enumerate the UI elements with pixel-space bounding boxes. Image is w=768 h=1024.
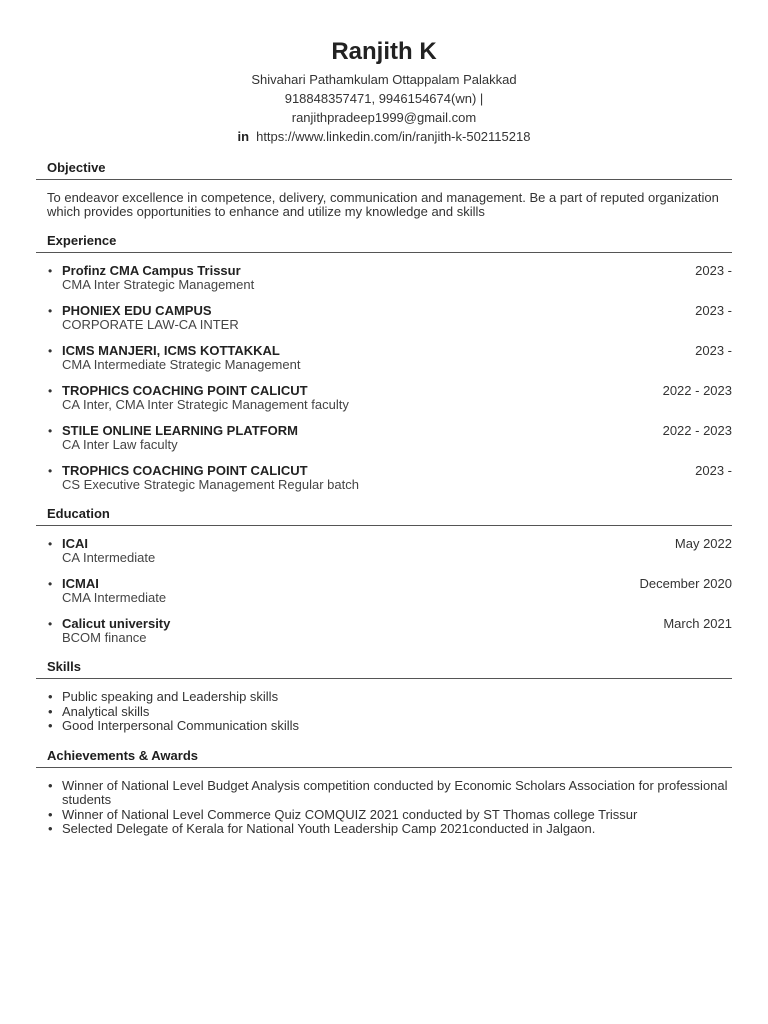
experience-item	[47, 264, 732, 292]
entry-date: 2022 - 2023	[662, 423, 732, 438]
section-title-experience: Experience	[36, 233, 732, 253]
experience-item	[47, 304, 732, 332]
section-title-achievements: Achievements & Awards	[36, 748, 732, 768]
skills-section	[36, 659, 732, 734]
entry-role: CS Executive Strategic Management Regular batch	[62, 477, 359, 492]
entry-date: March 2021	[663, 616, 732, 631]
education-item	[47, 537, 732, 565]
achievement-item: • Selected Delegate of Kerala for National Youth Leadership Camp 2021conducted in Jalgaon.	[47, 822, 732, 837]
entry-date: 2023 -	[695, 463, 732, 478]
entry-org: • TROPHICS COACHING POINT CALICUT	[62, 463, 308, 478]
entry-org: • TROPHICS COACHING POINT CALICUT	[62, 383, 308, 398]
achievements-list	[47, 779, 732, 837]
entry-date: 2023 -	[695, 303, 732, 318]
linkedin-link[interactable]: https://www.linkedin.com/in/ranjith-k-502115218	[256, 129, 531, 144]
objective-text: To endeavor excellence in competence, delivery, communication and management. Be a part of reputed organization which provides opportunities to enhance and utilize my knowledge and skills	[47, 190, 719, 219]
achievements-section	[36, 748, 732, 837]
entry-date: 2023 -	[695, 263, 732, 278]
entry-qualification: CMA Intermediate	[62, 590, 167, 605]
education-item	[47, 617, 732, 645]
address: Shivahari Pathamkulam Ottappalam Palakkad	[251, 72, 517, 87]
entry-institution: • Calicut university	[62, 616, 171, 631]
linkedin-row	[238, 127, 531, 146]
skills-list	[47, 690, 732, 734]
linkedin-icon: in	[237, 129, 250, 144]
entry-institution: • ICMAI	[62, 576, 99, 591]
entry-date: May 2022	[674, 536, 732, 551]
entry-institution: • ICAI	[62, 536, 88, 551]
skill-item: • Public speaking and Leadership skills	[47, 690, 732, 705]
experience-section	[36, 233, 732, 492]
entry-role: CA Inter Law faculty	[62, 437, 178, 452]
candidate-name: Ranjith K	[331, 38, 437, 65]
education-section	[36, 506, 732, 645]
objective-section	[36, 160, 732, 219]
entry-qualification: CA Intermediate	[62, 550, 156, 565]
entry-role: CA Inter, CMA Inter Strategic Management faculty	[62, 397, 349, 412]
entry-qualification: BCOM finance	[62, 630, 147, 645]
entry-org: • ICMS MANJERI, ICMS KOTTAKKAL	[62, 343, 280, 358]
entry-date: 2023 -	[695, 343, 732, 358]
resume-header	[36, 38, 732, 146]
education-item	[47, 577, 732, 605]
email-link[interactable]: ranjithpradeep1999@gmail.com	[291, 110, 477, 125]
experience-item	[47, 464, 732, 492]
section-title-objective: Objective	[36, 160, 732, 180]
experience-item	[47, 424, 732, 452]
entry-org: • PHONIEX EDU CAMPUS	[62, 303, 212, 318]
achievement-item: • Winner of National Level Commerce Quiz COMQUIZ 2021 conducted by ST Thomas college Trissur	[47, 808, 732, 823]
education-list	[47, 537, 732, 645]
entry-org: • STILE ONLINE LEARNING PLATFORM	[62, 423, 298, 438]
entry-role: CMA Inter Strategic Management	[62, 277, 255, 292]
skill-item: • Analytical skills	[47, 705, 732, 720]
entry-org: • Profinz CMA Campus Trissur	[62, 263, 241, 278]
section-title-education: Education	[36, 506, 732, 526]
experience-item	[47, 344, 732, 372]
experience-list	[47, 264, 732, 492]
skill-item: • Good Interpersonal Communication skills	[47, 719, 732, 734]
entry-role: CMA Intermediate Strategic Management	[62, 357, 301, 372]
achievement-item: • Winner of National Level Budget Analysis competition conducted by Economic Scholars Association for professional students	[47, 779, 732, 808]
entry-role: CORPORATE LAW-CA INTER	[62, 317, 239, 332]
entry-date: 2022 - 2023	[662, 383, 732, 398]
entry-date: December 2020	[639, 576, 732, 591]
experience-item	[47, 384, 732, 412]
section-title-skills: Skills	[36, 659, 732, 679]
phone-numbers: 918848357471, 9946154674(wn) |	[284, 91, 484, 106]
